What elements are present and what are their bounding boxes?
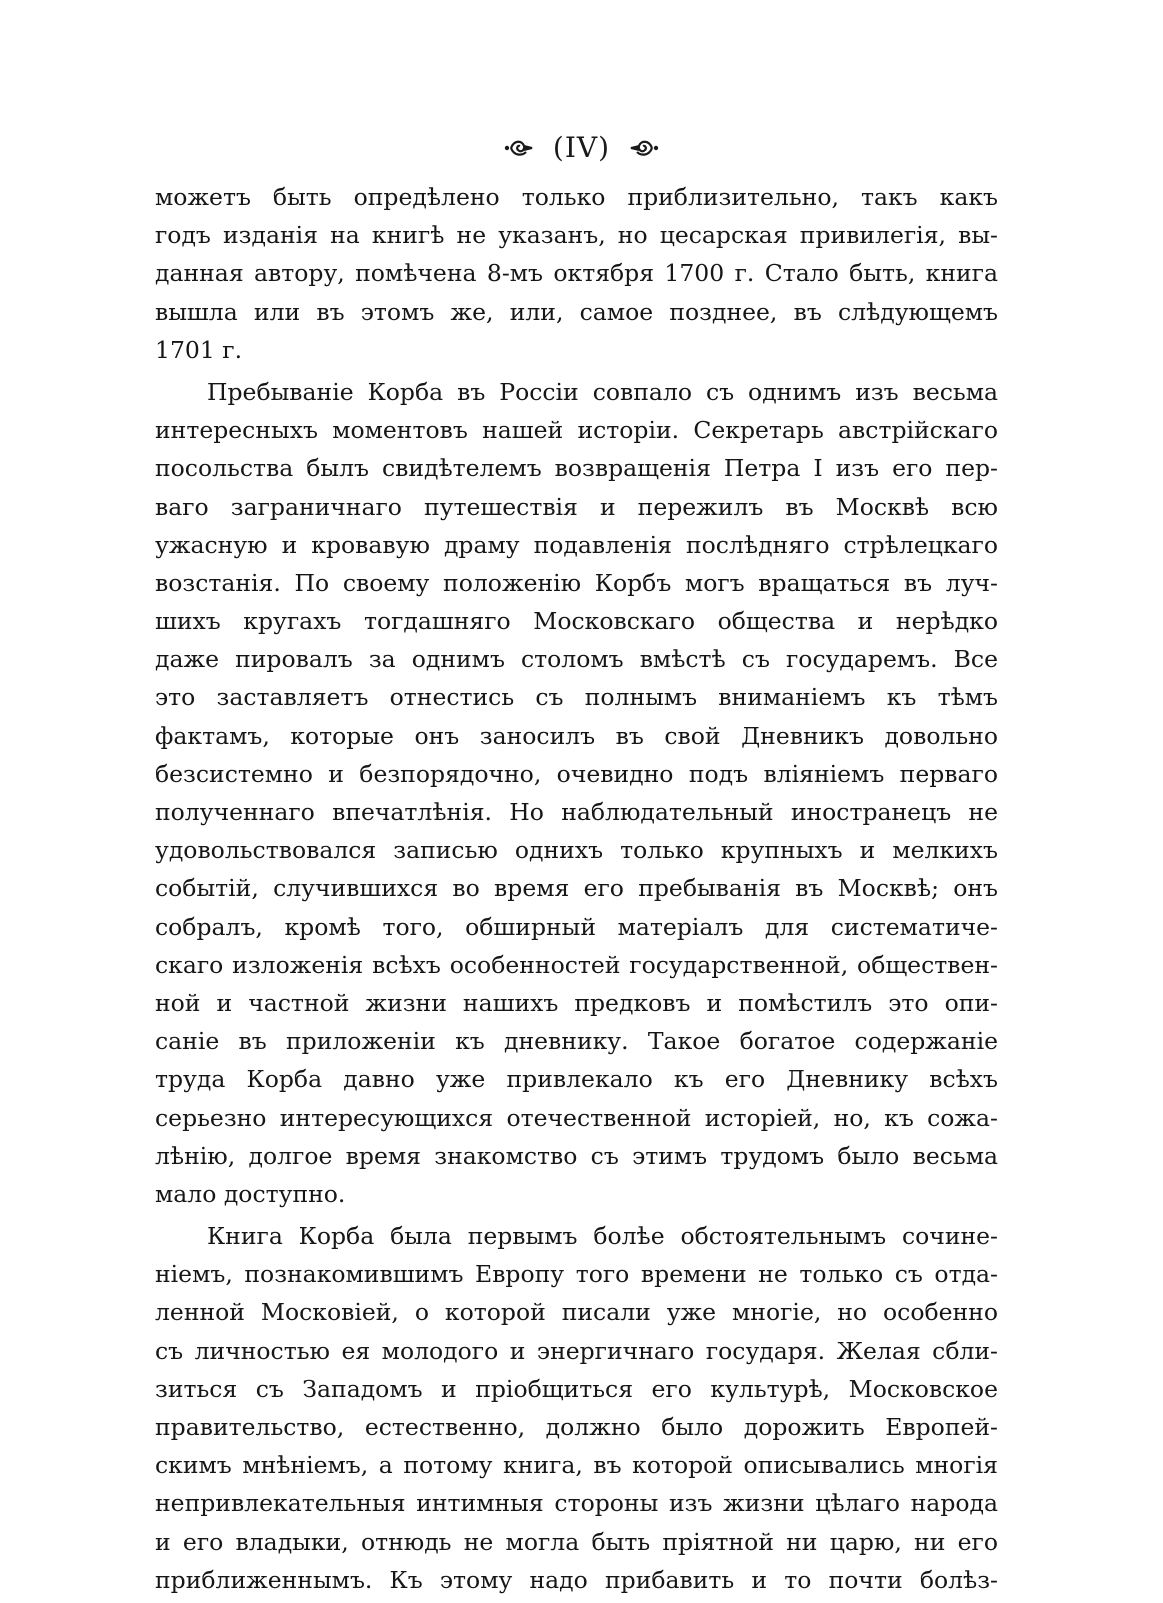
text-line: мало доступно. [155,1179,346,1208]
text-line: приближеннымъ. Къ этому надо прибавить и то почти болѣз- [155,1565,998,1594]
paragraph-3 [155,1217,998,1599]
paragraph-1 [155,178,998,369]
text-line: удовольствовался записью однихъ только крупныхъ и мелкихъ [155,836,998,865]
text-line: годъ изданія на книгѣ не указанъ, но цесарская привилегія, вы- [155,221,998,250]
page-number: (IV) [552,130,611,164]
text-line: полученнаго впечатлѣнія. Но наблюдательный иностранецъ не [155,798,998,826]
text-line: съ личностью ея молодого и энергичнаго государя. Желая сбли- [155,1336,998,1365]
text-line: труда Корба давно уже привлекало къ его Дневнику всѣхъ [155,1065,998,1094]
text-line: это заставляетъ отнестись съ полнымъ вниманіемъ къ тѣмъ [155,683,998,712]
text-line: скимъ мнѣніемъ, а потому книга, въ которой описывались многія [155,1451,998,1480]
text-line: правительство, естественно, должно было дорожить Европей- [155,1413,998,1441]
text-line: лѣнію, долгое время знакомство съ этимъ трудомъ было весьма [155,1141,998,1170]
text-line: событій, случившихся во время его пребыванія въ Москвѣ; онъ [155,874,998,903]
text-line: ніемъ, познакомившимъ Европу того времени не только съ отда- [155,1260,998,1289]
text-line: и его владыки, отнюдь не могла быть пріятной ни царю, ни его [155,1527,998,1556]
text-line: собралъ, кромѣ того, обширный матеріалъ для систематиче- [155,912,998,941]
text-line: непривлекательныя интимныя стороны изъ жизни цѣлаго народа [155,1489,998,1518]
text-line: посольства былъ свидѣтелемъ возвращенія Петра I изъ его пер- [155,454,998,483]
left-ornament-icon [502,134,536,162]
text-line: фактамъ, которые онъ заносилъ въ свой Дневникъ довольно [155,721,998,750]
text-line: интересныхъ моментовъ нашей исторіи. Секретарь австрійскаго [155,416,998,445]
paragraph-2 [155,373,998,1213]
text-line: можетъ быть опредѣлено только приблизительно, такъ какъ [155,183,998,211]
text-line: вышла или въ этомъ же, или, самое позднее, въ слѣдующемъ [155,297,998,326]
page-header [0,126,1163,168]
text-line: даже пировалъ за однимъ столомъ вмѣстѣ съ государемъ. Все [155,645,998,674]
text-line: скаго изложенія всѣхъ особенностей государственной, обществен- [155,950,998,979]
text-line: серьезно интересующихся отечественной исторіей, но, къ сожа- [155,1103,998,1132]
text-line: возстанія. По своему положенію Корбъ могъ вращаться въ луч- [155,568,998,597]
text-line: ленной Московіей, о которой писали уже многіе, но особенно [155,1298,998,1327]
text-line: ной и частной жизни нашихъ предковъ и помѣстилъ это опи- [155,988,998,1017]
text-line: Пребываніе Корба въ Россіи совпало съ однимъ изъ весьма [207,377,998,406]
right-ornament-icon [627,134,661,162]
text-line: данная автору, помѣчена 8-мъ октября 1700 г. Стало быть, книга [155,259,998,288]
text-line: безсистемно и безпорядочно, очевидно подъ вліяніемъ перваго [155,759,998,788]
text-line: шихъ кругахъ тогдашняго Московскаго общества и нерѣдко [155,607,998,636]
text-line: зиться съ Западомъ и пріобщиться его культурѣ, Московское [155,1374,998,1403]
text-line: саніе въ приложеніи къ дневнику. Такое богатое содержаніе [155,1027,998,1056]
text-line: 1701 г. [155,335,243,364]
body-text [155,178,998,1603]
text-line: ужасную и кровавую драму подавленія послѣдняго стрѣлецкаго [155,530,998,559]
text-line: ваго заграничнаго путешествія и пережилъ въ Москвѣ всю [155,492,998,521]
text-line: Книга Корба была первымъ болѣе обстоятельнымъ сочине- [207,1222,998,1251]
